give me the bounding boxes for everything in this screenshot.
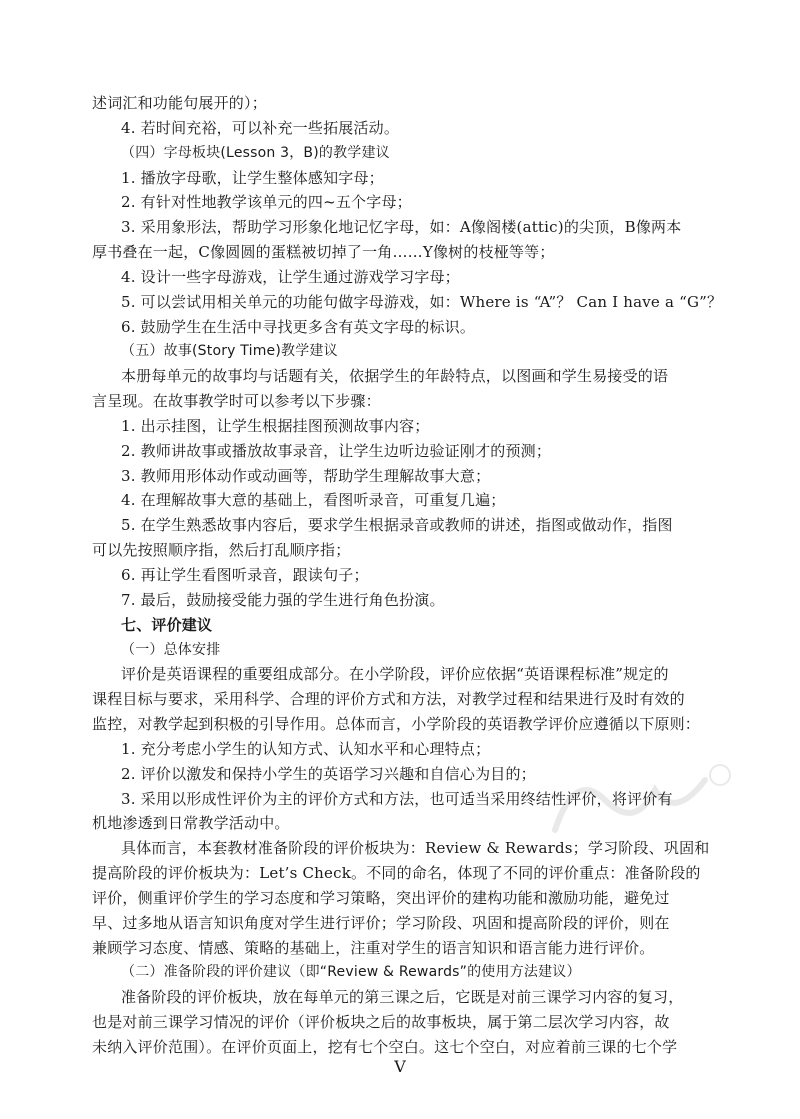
text-line: 监控，对教学起到积极的引导作用。总体而言，小学阶段的英语教学评价应遵循以下原则：: [92, 715, 701, 733]
text-line: 可以先按照顺序指，然后打乱顺序指；: [92, 541, 351, 559]
text-line: 兼顾学习态度、情感、策略的基础上，注重对学生的语言知识和语言能力进行评价。: [92, 939, 655, 957]
text-line: 7. 最后，鼓励接受能力强的学生进行角色扮演。: [121, 591, 445, 609]
watermark-logo-icon: [535, 760, 735, 850]
text-line: 也是对前三课学习情况的评价（评价板块之后的故事板块，属于第二层次学习内容，故: [92, 1013, 670, 1031]
text-line: 3. 采用以形成性评价为主的评价方式和方法，也可适当采用终结性评价，将评价有: [121, 790, 673, 808]
section-heading: （五）故事(Story Time)教学建议: [121, 343, 338, 359]
text-line: 准备阶段的评价板块，放在每单元的第三课之后，它既是对前三课学习内容的复习，: [121, 988, 684, 1006]
text-line: 5. 在学生熟悉故事内容后，要求学生根据录音或教师的讲述，指图或做动作，指图: [121, 516, 673, 534]
text-line: 课程目标与要求，采用科学、合理的评价方式和方法，对教学过程和结果进行及时有效的: [92, 690, 685, 708]
text-line: 具体而言，本套教材准备阶段的评价板块为：Review & Rewards；学习阶段、巩固和: [121, 839, 710, 857]
page-number: V: [394, 1057, 406, 1076]
text-line: 未纳入评价范围）。在评价页面上，挖有七个空白。这七个空白，对应着前三课的七个学: [92, 1038, 678, 1056]
text-line: 厚书叠在一起，C像圆圆的蛋糕被切掉了一角……Y像树的枝桠等等；: [92, 243, 555, 261]
section-heading: （四）字母板块(Lesson 3，B)的教学建议: [121, 145, 390, 161]
text-line: 2. 教师讲故事或播放故事录音，让学生边听边验证刚才的预测；: [121, 442, 552, 460]
text-line: 评价是英语课程的重要组成部分。在小学阶段，评价应依据“英语课程标准”规定的: [121, 665, 669, 683]
text-line: 3. 采用象形法，帮助学习形象化地记忆字母，如：A像阁楼(attic)的尖顶，B像两本: [121, 218, 682, 236]
text-line: 本册每单元的故事均与话题有关，依据学生的年龄特点，以图画和学生易接受的语: [121, 367, 669, 385]
section-heading: （二）准备阶段的评价建议（即“Review & Rewards”的使用方法建议）: [121, 964, 581, 980]
text-line: 4. 若时间充裕，可以补充一些拓展活动。: [121, 119, 400, 137]
text-line: 评价，侧重评价学生的学习态度和学习策略，突出评价的建构功能和激励功能，避免过: [92, 889, 670, 907]
text-line: 1. 播放字母歌，让学生整体感知字母；: [121, 169, 384, 187]
text-line: 4. 在理解故事大意的基础上，看图听录音，可重复几遍；: [121, 491, 506, 509]
text-line: 3. 教师用形体动作或动画等，帮助学生理解故事大意；: [121, 467, 491, 485]
section-title: 七、评价建议: [121, 616, 213, 634]
text-line: 提高阶段的评价板块为：Let’s Check。不同的命名，体现了不同的评价重点：准备阶段的: [92, 864, 701, 882]
text-line: 6. 再让学生看图听录音，跟读句子；: [121, 566, 369, 584]
text-line: 5. 可以尝试用相关单元的功能句做字母游戏，如：Where is “A”？ Can I have a “G”？: [121, 293, 723, 311]
text-line: 1. 充分考虑小学生的认知方式、认知水平和心理特点；: [121, 740, 491, 758]
text-line: 机地渗透到日常教学活动中。: [92, 814, 290, 832]
text-line: 2. 有针对性地教学该单元的四~五个字母；: [121, 193, 412, 211]
text-line: 4. 设计一些字母游戏，让学生通过游戏学习字母；: [121, 268, 460, 286]
text-line: 早、过多地从语言知识角度对学生进行评价；学习阶段、巩固和提高阶段的评价，则在: [92, 914, 670, 932]
text-line: 6. 鼓励学生在生活中寻找更多含有英文字母的标识。: [121, 318, 476, 336]
section-heading: （一）总体安排: [121, 642, 221, 658]
text-line: 言呈现。在故事教学时可以参考以下步骤：: [92, 392, 381, 410]
text-line: 2. 评价以激发和保持小学生的英语学习兴趣和自信心为目的；: [121, 765, 536, 783]
text-line: 述词汇和功能句展开的）；: [92, 94, 267, 112]
text-line: 1. 出示挂图，让学生根据挂图预测故事内容；: [121, 417, 430, 435]
